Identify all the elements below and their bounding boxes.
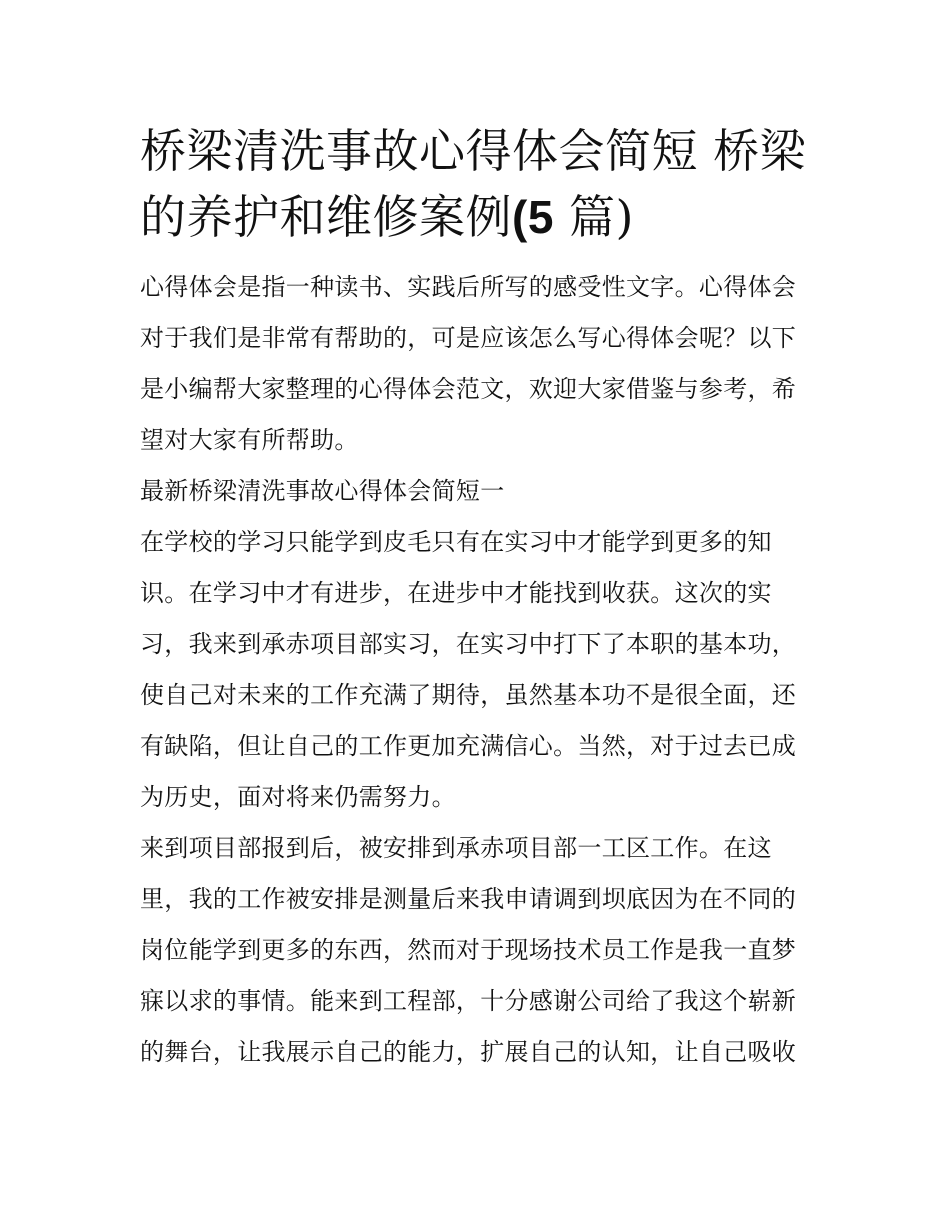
section-heading: 最新桥梁清洗事故心得体会简短一	[140, 477, 505, 505]
document-title	[140, 118, 812, 250]
intro-paragraph: 心得体会是指一种读书、实践后所写的感受性文字。心得体会对于我们是非常有帮助的，可是应该怎么写心得体会呢？以下是小编帮大家整理的心得体会范文，欢迎大家借鉴与参考，希望对大家有所帮助。	[140, 273, 797, 454]
title-text: 桥梁清洗事故心得体会简短 桥梁的养护和维修案例	[140, 124, 807, 244]
body-paragraph: 在学校的学习只能学到皮毛只有在实习中才能学到更多的知识。在学习中才有进步，在进步中才能找到收获。这次的实习，我来到承赤项目部实习，在实习中打下了本职的基本功，使自己对未来的工作充满了期待，虽然基本功不是很全面，还有缺陷，但让自己的工作更加充满信心。当然，对于过去已成为历史，面对将来仍需努力。	[140, 528, 797, 811]
title-count: (5	[512, 191, 554, 243]
document-body	[140, 118, 812, 1078]
body-paragraph: 来到项目部报到后，被安排到承赤项目部一工区工作。在这里，我的工作被安排是测量后来我申请调到坝底因为在不同的岗位能学到更多的东西，然而对于现场技术员工作是我一直梦寐以求的事情。能来到工程部，十分感谢公司给了我这个崭新的舞台，让我展示自己的能力，扩展自己的认知，让自己吸收	[140, 834, 797, 1066]
title-suffix: 篇)	[553, 190, 634, 244]
